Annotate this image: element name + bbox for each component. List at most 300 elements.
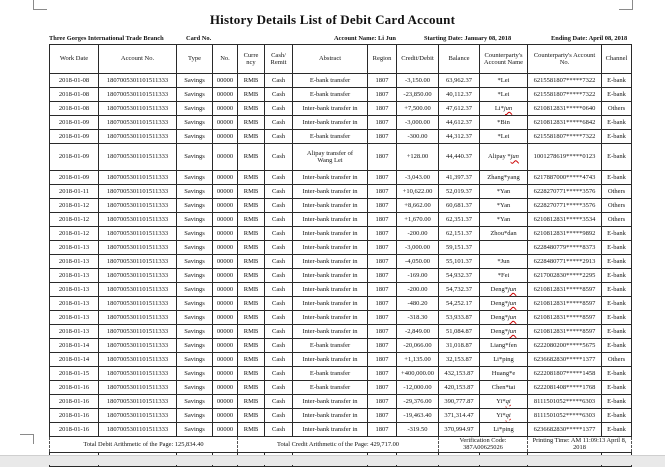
cell-cp-name: *Yan	[480, 213, 528, 227]
cell-amount: +1,135.00	[397, 353, 439, 367]
col-header-channel: Channel	[602, 45, 632, 74]
cell-balance: 371,314.47	[439, 409, 480, 423]
printing-time: Printing Time: AM 11:09:13 April 8, 2018	[528, 437, 632, 453]
cell-cp-account: 6215581807*****7322	[528, 130, 602, 144]
cell-channel: E-bank	[602, 227, 632, 241]
cell-abstract: Inter-bank transfer in	[293, 213, 368, 227]
cell-no: 00000	[213, 353, 238, 367]
table-row	[50, 171, 632, 185]
cell-region: 1807	[368, 297, 397, 311]
cell-date: 2018-01-12	[50, 227, 99, 241]
col-header-region: Region	[368, 45, 397, 74]
cell-currency: RMB	[238, 213, 265, 227]
cell-cp-account: 6210812831*****8597	[528, 283, 602, 297]
cell-region: 1807	[368, 74, 397, 88]
cell-type: Savings	[177, 144, 213, 171]
col-header-work-date: Work Date	[50, 45, 99, 74]
cell-balance: 41,397.37	[439, 171, 480, 185]
cell-amount: +7,500.00	[397, 102, 439, 116]
table-row	[50, 213, 632, 227]
cell-balance: 55,101.37	[439, 255, 480, 269]
cell-cp-name: *Lei	[480, 88, 528, 102]
cell-no: 00000	[213, 171, 238, 185]
verification-code: Verification Code: 387A00625026	[439, 437, 528, 453]
cell-no: 00000	[213, 339, 238, 353]
cell-cp-name: Zhang*yang	[480, 171, 528, 185]
cell-region: 1807	[368, 213, 397, 227]
cell-date: 2018-01-16	[50, 409, 99, 423]
text-boundary-corner-icon	[20, 434, 34, 444]
cell-cp-name	[480, 241, 528, 255]
cell-date: 2018-01-16	[50, 395, 99, 409]
cell-cp-name: Zhou*dan	[480, 227, 528, 241]
cell-no: 00000	[213, 102, 238, 116]
table-row	[50, 381, 632, 395]
cell-region: 1807	[368, 130, 397, 144]
cell-no: 00000	[213, 269, 238, 283]
cell-cash-remit: Cash	[265, 409, 293, 423]
cell-region: 1807	[368, 283, 397, 297]
cell-region: 1807	[368, 116, 397, 130]
cell-amount: -3,150.00	[397, 74, 439, 88]
cell-channel: E-bank	[602, 74, 632, 88]
cell-no: 00000	[213, 283, 238, 297]
cell-region: 1807	[368, 144, 397, 171]
cell-type: Savings	[177, 409, 213, 423]
cell-date: 2018-01-08	[50, 74, 99, 88]
cell-amount: +8,662.00	[397, 199, 439, 213]
cell-currency: RMB	[238, 88, 265, 102]
col-header-cash-remit: Cash/ Remit	[265, 45, 293, 74]
cell-currency: RMB	[238, 116, 265, 130]
cell-cp-account: 6228270771*****3576	[528, 185, 602, 199]
cell-amount: -319.50	[397, 423, 439, 437]
cell-balance: 59,151.37	[439, 241, 480, 255]
cell-balance: 63,962.37	[439, 74, 480, 88]
cell-no: 00000	[213, 130, 238, 144]
cell-channel: E-bank	[602, 255, 632, 269]
cell-balance: 54,932.37	[439, 269, 480, 283]
spellchecked-name-fragment: jun	[508, 327, 517, 335]
table-row	[50, 255, 632, 269]
cell-balance: 44,312.37	[439, 130, 480, 144]
cell-cash-remit: Cash	[265, 269, 293, 283]
table-row	[50, 409, 632, 423]
starting-date: Starting Date: January 08, 2018	[424, 35, 512, 42]
cell-amount: -318.30	[397, 311, 439, 325]
cell-amount: -300.00	[397, 130, 439, 144]
cell-abstract: E-bank transfer	[293, 74, 368, 88]
cell-cash-remit: Cash	[265, 255, 293, 269]
spellchecked-name-fragment: jun	[510, 153, 519, 161]
cell-date: 2018-01-15	[50, 367, 99, 381]
cell-balance: 51,084.87	[439, 325, 480, 339]
cell-abstract: Inter-bank transfer in	[293, 353, 368, 367]
cell-region: 1807	[368, 185, 397, 199]
col-header-abstract: Abstract	[293, 45, 368, 74]
cell-date: 2018-01-14	[50, 339, 99, 353]
cell-no: 00000	[213, 227, 238, 241]
cell-abstract: Inter-bank transfer in	[293, 283, 368, 297]
cell-channel: E-bank	[602, 297, 632, 311]
cell-cp-account: 6210812831*****6842	[528, 116, 602, 130]
cell-date: 2018-01-13	[50, 269, 99, 283]
cell-cp-account: 6217002830*****2295	[528, 269, 602, 283]
cell-region: 1807	[368, 311, 397, 325]
cell-account: 1807005301101511333	[99, 241, 177, 255]
cell-channel: E-bank	[602, 144, 632, 171]
cell-account: 1807005301101511333	[99, 102, 177, 116]
cell-type: Savings	[177, 102, 213, 116]
account-name: Account Name: Li Jun	[334, 35, 396, 42]
cell-amount: -200.00	[397, 227, 439, 241]
cell-amount: +10,622.00	[397, 185, 439, 199]
cell-channel: E-bank	[602, 269, 632, 283]
cell-cp-account: 6228480771*****2913	[528, 255, 602, 269]
cell-cp-name: Huang*e	[480, 367, 528, 381]
cell-cp-name: Liang*fen	[480, 339, 528, 353]
cell-account: 1807005301101511333	[99, 185, 177, 199]
cell-cp-account: 1001278619*****0123	[528, 144, 602, 171]
cell-no: 00000	[213, 423, 238, 437]
cell-abstract: E-bank transfer	[293, 130, 368, 144]
cell-abstract: Inter-bank transfer in	[293, 297, 368, 311]
cell-cp-name: Chen*tai	[480, 381, 528, 395]
cell-balance: 62,351.37	[439, 213, 480, 227]
cell-abstract: Inter-bank transfer in	[293, 325, 368, 339]
cell-date: 2018-01-13	[50, 255, 99, 269]
cell-currency: RMB	[238, 102, 265, 116]
cell-region: 1807	[368, 102, 397, 116]
cell-currency: RMB	[238, 255, 265, 269]
spellchecked-name-fragment: jun	[508, 313, 517, 321]
cell-abstract: Inter-bank transfer in	[293, 423, 368, 437]
cell-cp-account: 6236682830*****1377	[528, 423, 602, 437]
cell-currency: RMB	[238, 185, 265, 199]
col-header-cp-account-name: Counterparty's Account Name	[480, 45, 528, 74]
cell-amount: -19,463.40	[397, 409, 439, 423]
cell-cp-name: Li*ping	[480, 353, 528, 367]
cell-account: 1807005301101511333	[99, 144, 177, 171]
cell-cash-remit: Cash	[265, 102, 293, 116]
cell-region: 1807	[368, 171, 397, 185]
col-header-currency: Curre ncy	[238, 45, 265, 74]
cell-currency: RMB	[238, 144, 265, 171]
cell-date: 2018-01-09	[50, 130, 99, 144]
cell-account: 1807005301101511333	[99, 227, 177, 241]
cell-channel: E-bank	[602, 381, 632, 395]
cell-region: 1807	[368, 199, 397, 213]
cell-cp-account: 6217887000*****4743	[528, 171, 602, 185]
cell-currency: RMB	[238, 311, 265, 325]
cell-channel: E-bank	[602, 395, 632, 409]
cell-date: 2018-01-13	[50, 241, 99, 255]
cell-currency: RMB	[238, 367, 265, 381]
cell-type: Savings	[177, 199, 213, 213]
cell-cp-name: *Jun	[480, 255, 528, 269]
table-row	[50, 144, 632, 171]
cell-balance: 370,994.97	[439, 423, 480, 437]
cell-region: 1807	[368, 241, 397, 255]
spellchecked-name-fragment: jun	[508, 299, 517, 307]
cell-account: 1807005301101511333	[99, 367, 177, 381]
cell-channel: E-bank	[602, 409, 632, 423]
cell-channel: E-bank	[602, 171, 632, 185]
cell-balance: 32,153.87	[439, 353, 480, 367]
cell-account: 1807005301101511333	[99, 88, 177, 102]
totals-row	[50, 437, 632, 453]
cell-balance: 420,153.87	[439, 381, 480, 395]
cell-type: Savings	[177, 269, 213, 283]
cell-channel: E-bank	[602, 116, 632, 130]
cell-cp-account: 6210812831*****3534	[528, 213, 602, 227]
page-title: History Details List of Debit Card Account	[209, 12, 456, 27]
table-row	[50, 423, 632, 437]
cell-abstract: E-bank transfer	[293, 339, 368, 353]
cell-cp-account: 6210812831*****8597	[528, 325, 602, 339]
cell-no: 00000	[213, 255, 238, 269]
cell-cp-account: 6210812831*****9892	[528, 227, 602, 241]
cell-date: 2018-01-13	[50, 311, 99, 325]
table-row	[50, 311, 632, 325]
cell-channel: Others	[602, 199, 632, 213]
cell-currency: RMB	[238, 199, 265, 213]
cell-amount: -23,850.00	[397, 88, 439, 102]
table-row	[50, 339, 632, 353]
cell-amount: -3,000.00	[397, 241, 439, 255]
cell-type: Savings	[177, 381, 213, 395]
cell-no: 00000	[213, 116, 238, 130]
cell-date: 2018-01-16	[50, 423, 99, 437]
cell-region: 1807	[368, 255, 397, 269]
total-credit: Total Credit Arithmetic of the Page: 429,717.00	[238, 437, 439, 453]
cell-currency: RMB	[238, 339, 265, 353]
cell-date: 2018-01-13	[50, 297, 99, 311]
table-row	[50, 283, 632, 297]
cell-no: 00000	[213, 185, 238, 199]
cell-date: 2018-01-16	[50, 381, 99, 395]
cell-cash-remit: Cash	[265, 325, 293, 339]
table-row	[50, 367, 632, 381]
cell-abstract: Inter-bank transfer in	[293, 227, 368, 241]
cell-cash-remit: Cash	[265, 171, 293, 185]
cell-account: 1807005301101511333	[99, 199, 177, 213]
ending-date: Ending Date: April 08, 2018	[551, 35, 628, 42]
cell-cash-remit: Cash	[265, 423, 293, 437]
cell-cash-remit: Cash	[265, 227, 293, 241]
cell-account: 1807005301101511333	[99, 130, 177, 144]
spellchecked-name-fragment: jun	[508, 285, 517, 293]
cell-account: 1807005301101511333	[99, 283, 177, 297]
cell-account: 1807005301101511333	[99, 381, 177, 395]
cell-region: 1807	[368, 395, 397, 409]
cell-cp-account: 6215581807*****7322	[528, 74, 602, 88]
cell-amount: -200.00	[397, 283, 439, 297]
cell-balance: 62,151.37	[439, 227, 480, 241]
cell-date: 2018-01-11	[50, 185, 99, 199]
table-row	[50, 353, 632, 367]
cell-account: 1807005301101511333	[99, 74, 177, 88]
cell-balance: 52,019.37	[439, 185, 480, 199]
cell-cp-name: Yi*qi	[480, 409, 528, 423]
cell-date: 2018-01-12	[50, 199, 99, 213]
cell-abstract: Inter-bank transfer in	[293, 171, 368, 185]
cell-abstract: Inter-bank transfer in	[293, 199, 368, 213]
table-row	[50, 102, 632, 116]
table-row	[50, 227, 632, 241]
cell-no: 00000	[213, 241, 238, 255]
cell-channel: E-bank	[602, 88, 632, 102]
cell-no: 00000	[213, 381, 238, 395]
col-header-type: Type	[177, 45, 213, 74]
cell-cp-name: Yi*qi	[480, 395, 528, 409]
cell-currency: RMB	[238, 171, 265, 185]
cell-type: Savings	[177, 311, 213, 325]
cell-region: 1807	[368, 88, 397, 102]
col-header-balance: Balance	[439, 45, 480, 74]
cell-account: 1807005301101511333	[99, 353, 177, 367]
cell-cash-remit: Cash	[265, 353, 293, 367]
cell-cp-account: 6228480779*****8373	[528, 241, 602, 255]
cell-channel: Others	[602, 353, 632, 367]
cell-account: 1807005301101511333	[99, 423, 177, 437]
cell-type: Savings	[177, 227, 213, 241]
table-row	[50, 74, 632, 88]
cell-cp-name: Deng*jun	[480, 311, 528, 325]
cell-balance: 54,252.17	[439, 297, 480, 311]
cell-abstract: Inter-bank transfer in	[293, 255, 368, 269]
cell-currency: RMB	[238, 409, 265, 423]
cell-cash-remit: Cash	[265, 213, 293, 227]
cell-cp-account: 6236682830*****1377	[528, 353, 602, 367]
cell-cash-remit: Cash	[265, 74, 293, 88]
cell-amount: -2,849.00	[397, 325, 439, 339]
cell-type: Savings	[177, 74, 213, 88]
cell-abstract: Inter-bank transfer in	[293, 102, 368, 116]
cell-date: 2018-01-09	[50, 144, 99, 171]
cell-type: Savings	[177, 283, 213, 297]
cell-cp-account: 6222081807*****1458	[528, 367, 602, 381]
table-row	[50, 88, 632, 102]
spellchecked-name-fragment: qi	[505, 411, 511, 419]
cell-no: 00000	[213, 74, 238, 88]
cell-cp-account: 6210812831*****8597	[528, 311, 602, 325]
cell-type: Savings	[177, 255, 213, 269]
cell-cash-remit: Cash	[265, 381, 293, 395]
cell-abstract: Inter-bank transfer in	[293, 269, 368, 283]
cell-account: 1807005301101511333	[99, 255, 177, 269]
cell-balance: 40,112.37	[439, 88, 480, 102]
cell-no: 00000	[213, 367, 238, 381]
cell-region: 1807	[368, 423, 397, 437]
cell-date: 2018-01-14	[50, 353, 99, 367]
cell-amount: +400,000.00	[397, 367, 439, 381]
total-debit: Total Debit Arithmetic of the Page: 125,834.40	[50, 437, 238, 453]
cell-amount: -12,000.00	[397, 381, 439, 395]
cell-date: 2018-01-08	[50, 102, 99, 116]
cell-type: Savings	[177, 367, 213, 381]
cell-no: 00000	[213, 409, 238, 423]
cell-channel: E-bank	[602, 339, 632, 353]
cell-type: Savings	[177, 241, 213, 255]
cell-currency: RMB	[238, 353, 265, 367]
cell-channel: E-bank	[602, 325, 632, 339]
cell-currency: RMB	[238, 241, 265, 255]
cell-account: 1807005301101511333	[99, 339, 177, 353]
cell-date: 2018-01-12	[50, 213, 99, 227]
table-row	[50, 241, 632, 255]
cell-balance: 60,681.37	[439, 199, 480, 213]
table-row	[50, 199, 632, 213]
table-header	[50, 45, 632, 74]
cell-date: 2018-01-09	[50, 116, 99, 130]
card-no-label: Card No.	[186, 35, 212, 42]
col-header-credit-debit: Credit/Debit	[397, 45, 439, 74]
cell-cash-remit: Cash	[265, 116, 293, 130]
text-boundary-corner-icon	[619, 0, 633, 10]
cell-type: Savings	[177, 185, 213, 199]
cell-cp-account: 6210812831*****8597	[528, 297, 602, 311]
table-body-main	[50, 74, 632, 437]
spellchecked-name-fragment: qi	[505, 397, 511, 405]
cell-channel: E-bank	[602, 367, 632, 381]
cell-cp-name: Li*ping	[480, 423, 528, 437]
cell-no: 00000	[213, 311, 238, 325]
cell-balance: 31,018.87	[439, 339, 480, 353]
cell-cash-remit: Cash	[265, 199, 293, 213]
cell-no: 00000	[213, 395, 238, 409]
cell-cash-remit: Cash	[265, 88, 293, 102]
cell-balance: 47,612.37	[439, 102, 480, 116]
cell-balance: 44,440.37	[439, 144, 480, 171]
cell-amount: -3,000.00	[397, 116, 439, 130]
cell-no: 00000	[213, 297, 238, 311]
cell-cp-name: *Yan	[480, 199, 528, 213]
cell-amount: -480.20	[397, 297, 439, 311]
account-info-line	[0, 35, 665, 44]
cell-account: 1807005301101511333	[99, 116, 177, 130]
cell-abstract: Inter-bank transfer in	[293, 185, 368, 199]
cell-currency: RMB	[238, 325, 265, 339]
cell-amount: -4,050.00	[397, 255, 439, 269]
cell-balance: 54,732.37	[439, 283, 480, 297]
cell-amount: -29,376.00	[397, 395, 439, 409]
cell-date: 2018-01-13	[50, 283, 99, 297]
cell-cp-account: 6222081408*****1768	[528, 381, 602, 395]
cell-currency: RMB	[238, 381, 265, 395]
cell-channel: E-bank	[602, 241, 632, 255]
table-row	[50, 185, 632, 199]
cell-abstract: Inter-bank transfer in	[293, 116, 368, 130]
cell-amount: -3,043.00	[397, 171, 439, 185]
cell-abstract: Inter-bank transfer in	[293, 395, 368, 409]
cell-cp-name: Alipay *jun	[480, 144, 528, 171]
cell-account: 1807005301101511333	[99, 395, 177, 409]
cell-abstract: E-bank transfer	[293, 381, 368, 395]
table-row	[50, 130, 632, 144]
cell-balance: 53,933.87	[439, 311, 480, 325]
cell-cp-account: 6210812831*****0640	[528, 102, 602, 116]
cell-cp-name: Deng*jun	[480, 297, 528, 311]
cell-currency: RMB	[238, 269, 265, 283]
branch-name: Three Gorges International Trade Branch	[49, 35, 164, 42]
cell-type: Savings	[177, 395, 213, 409]
cell-cp-name: *Fei	[480, 269, 528, 283]
cell-currency: RMB	[238, 297, 265, 311]
cell-type: Savings	[177, 88, 213, 102]
cell-cash-remit: Cash	[265, 241, 293, 255]
cell-abstract: Inter-bank transfer in	[293, 241, 368, 255]
